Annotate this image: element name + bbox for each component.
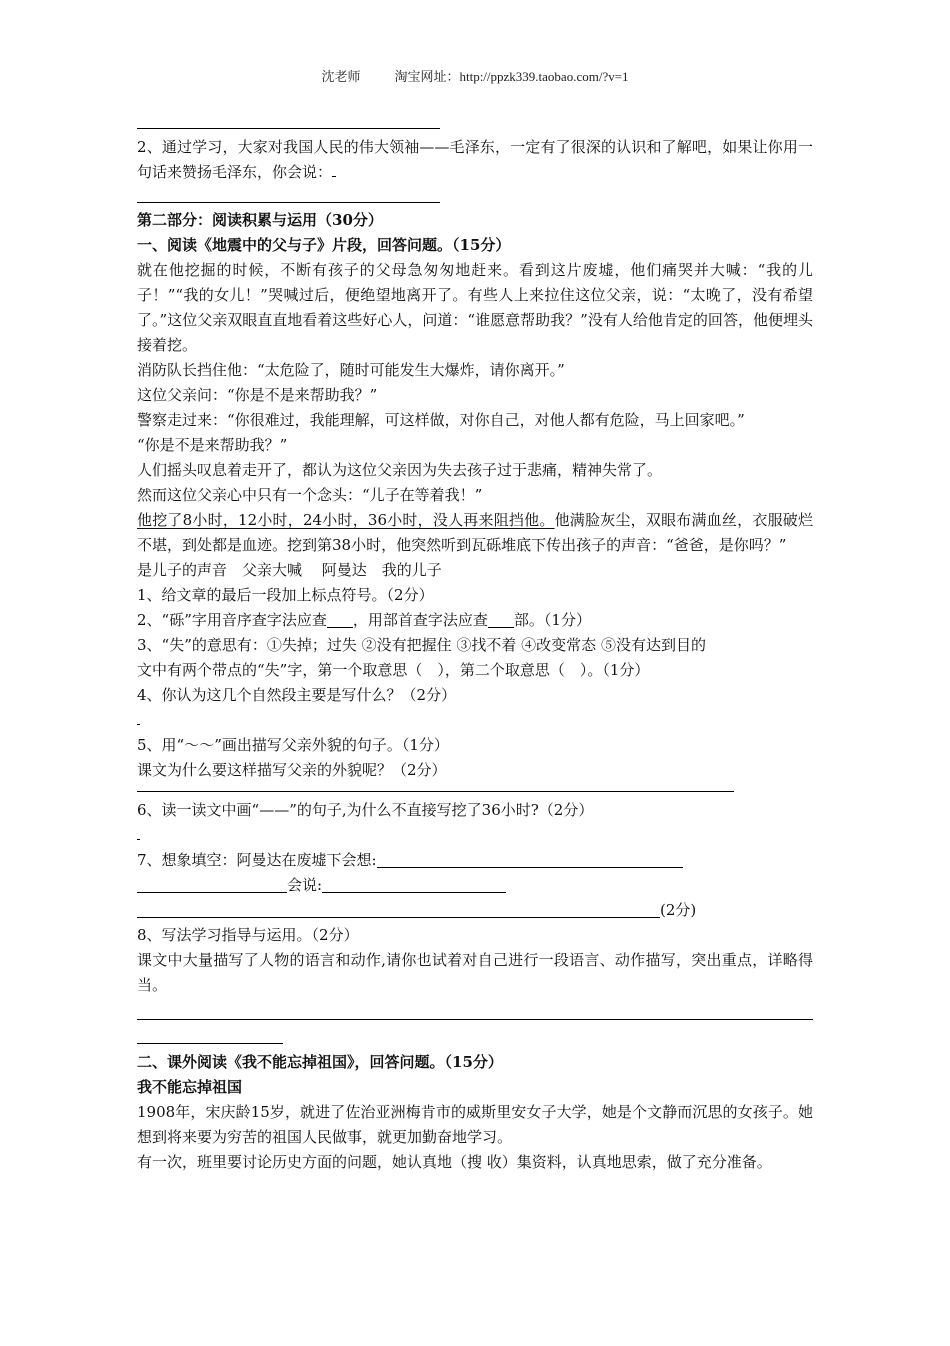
underlined-sentence: 他挖了8小时，12小时，24小时，36小时，没人再来阻挡他。 bbox=[137, 511, 555, 529]
document-body bbox=[137, 128, 813, 1175]
question-7-end: (2分) bbox=[137, 898, 813, 923]
answer-line[interactable] bbox=[137, 791, 734, 792]
question-7: 7、想象填空：阿曼达在废墟下会想: bbox=[137, 848, 813, 873]
question-4: 4、你认为这几个自然段主要是写什么？（2分） bbox=[137, 686, 457, 704]
part2-title: 第二部分：阅读积累与运用（30分） bbox=[137, 211, 383, 229]
answer-blank[interactable] bbox=[137, 875, 287, 893]
passage-paragraph: 人们摇头叹息着走开了，都认为这位父亲因为失去孩子过于悲痛，精神失常了。 bbox=[137, 461, 663, 479]
question-3: 3、“失”的意思有：①失掉；过失 ②没有把握住 ③找不着 ④改变常态 ⑤没有达到目的 bbox=[137, 636, 706, 654]
answer-line bbox=[137, 128, 440, 129]
passage-paragraph: 这位父亲问：“你是不是来帮助我？” bbox=[137, 386, 378, 404]
question-8: 8、写法学习指导与运用。（2分） bbox=[137, 926, 359, 944]
passage-paragraph: 消防队长挡住他：“太危险了，随时可能发生大爆炸，请你离开。” bbox=[137, 361, 565, 379]
answer-blank[interactable] bbox=[377, 850, 683, 868]
shop-url: 淘宝网址：http://ppzk339.taobao.com/?v=1 bbox=[394, 69, 629, 84]
section2-subtitle: 我不能忘掉祖国 bbox=[137, 1078, 243, 1096]
answer-blank[interactable] bbox=[327, 610, 353, 628]
passage-paragraph: “你是不是来帮助我？” bbox=[137, 436, 288, 454]
passage-paragraph: 然而这位父亲心中只有一个念头：“儿子在等着我！” bbox=[137, 486, 483, 504]
question-3-detail: 文中有两个带点的“失”字，第一个取意思（ ），第二个取意思（ ）。（1分） bbox=[137, 661, 650, 679]
answer-line[interactable] bbox=[137, 1019, 813, 1020]
answer-blank[interactable] bbox=[488, 610, 514, 628]
passage-last-paragraph: 是儿子的声音 父亲大喊 阿曼达 我的儿子 bbox=[137, 561, 442, 579]
answer-area[interactable] bbox=[137, 823, 813, 848]
question-6: 6、读一读文中画“——”的句子,为什么不直接写挖了36小时?（2分） bbox=[137, 801, 594, 819]
question-2: 2、“砾”字用音序查字法应查 ，用部首查字法应查 部。（1分） bbox=[137, 611, 591, 629]
section2-paragraph: 1908年，宋庆龄15岁，就进了佐治亚洲梅肯市的威斯里安女子大学，她是个文静而沉思的女孩子。她想到将来要为穷苦的祖国人民做事，就更加勤奋地学习。 bbox=[137, 1103, 813, 1146]
teacher-name: 沈老师 bbox=[321, 69, 361, 84]
passage-paragraph: 警察走过来：“你很难过，我能理解，可这样做，对你自己，对他人都有危险，马上回家吧。” bbox=[137, 411, 745, 429]
passage-paragraph: 他挖了8小时，12小时，24小时，36小时，没人再来阻挡他。他满脸灰尘，双眼布满血丝，衣服破烂不堪，到处都是血迹。挖到第38小时，他突然听到瓦砾堆底下传出孩子的声音：“爸爸，是你吗？” bbox=[137, 511, 813, 554]
question-5-detail: 课文为什么要这样描写父亲的外貌呢？（2分） bbox=[137, 761, 447, 779]
question-8-detail: 课文中大量描写了人物的语言和动作,请你也试着对自己进行一段语言、动作描写，突出重点，详略得当。 bbox=[137, 951, 813, 994]
question-mao: 2、通过学习，大家对我国人民的伟大领袖——毛泽东，一定有了很深的认识和了解吧，如果让你用一句话来赞扬毛泽东，你会说： bbox=[137, 138, 813, 181]
section2-paragraph: 有一次，班里要讨论历史方面的问题，她认真地（搜 收）集资料，认真地思索，做了充分准备。 bbox=[137, 1153, 772, 1171]
section2-title: 二、课外阅读《我不能忘掉祖国》，回答问题。（15分） bbox=[137, 1053, 503, 1071]
answer-line bbox=[137, 202, 440, 203]
answer-blank[interactable] bbox=[322, 875, 506, 893]
answer-area[interactable] bbox=[137, 708, 813, 733]
section1-title: 一、阅读《地震中的父与子》片段，回答问题。（15分） bbox=[137, 236, 511, 254]
answer-line[interactable] bbox=[137, 1043, 283, 1044]
question-5: 5、用“～～”画出描写父亲外貌的句子。（1分） bbox=[137, 736, 449, 754]
passage-paragraph: 就在他挖掘的时候，不断有孩子的父母急匆匆地赶来。看到这片废墟，他们痛哭并大喊：“我的儿子！”“我的女儿！”哭喊过后，便绝望地离开了。有些人上来拉住这位父亲，说：“太晚了，没有希望了。”这位父亲双眼直直地看着这些好心人，问道：“谁愿意帮助我？”没有人给他肯定的回答，他便埋头接着挖。 bbox=[137, 261, 813, 354]
answer-blank[interactable] bbox=[137, 900, 660, 918]
question-1: 1、给文章的最后一段加上标点符号。（2分） bbox=[137, 586, 434, 604]
question-7-say: 会说: bbox=[137, 873, 813, 898]
page-header bbox=[0, 66, 950, 85]
